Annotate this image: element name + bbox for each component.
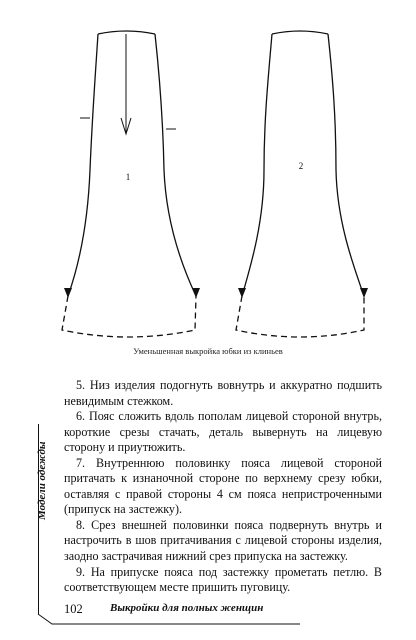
running-footer-title: Выкройки для полных женщин [110, 602, 264, 614]
page-number: 102 [64, 602, 83, 616]
paragraph-5: 5. Низ изделия подогнуть вовнутрь и аккуратно подшить невидимым стежком. [64, 378, 382, 408]
margin-divider [38, 424, 39, 614]
skirt-panel-1 [62, 31, 196, 337]
paragraph-8: 8. Срез внешней половинки пояса подвернуть внутрь и настрочить в шов притачивания с лицевой стороны изделия, заодно застрачивая нижний срез припуска на застежку. [64, 517, 382, 564]
figure-caption: Уменьшенная выкройка юбки из клиньев [133, 346, 283, 356]
panel-label-1: 1 [125, 172, 131, 182]
paragraph-9: 9. На припуске пояса под застежку прометать петлю. В соответствующем месте пришить пуговицу. [64, 564, 382, 595]
section-side-label: Модели одежды [36, 441, 48, 520]
instructions-text [64, 378, 382, 596]
paragraph-6: 6. Пояс сложить вдоль пополам лицевой стороной внутрь, короткие срезы стачать, деталь вывернуть на лицевую сторону и приутюжить. [64, 409, 382, 455]
panel-label-2: 2 [298, 161, 304, 171]
paragraph-7: 7. Внутреннюю половинку пояса лицевой стороной притачать к изнаночной стороне по верхнему срезу юбки, оставляя с правой стороны 4 см пояса непристроченными (припуск на застежку). [64, 455, 382, 517]
skirt-panel-2 [236, 31, 364, 337]
